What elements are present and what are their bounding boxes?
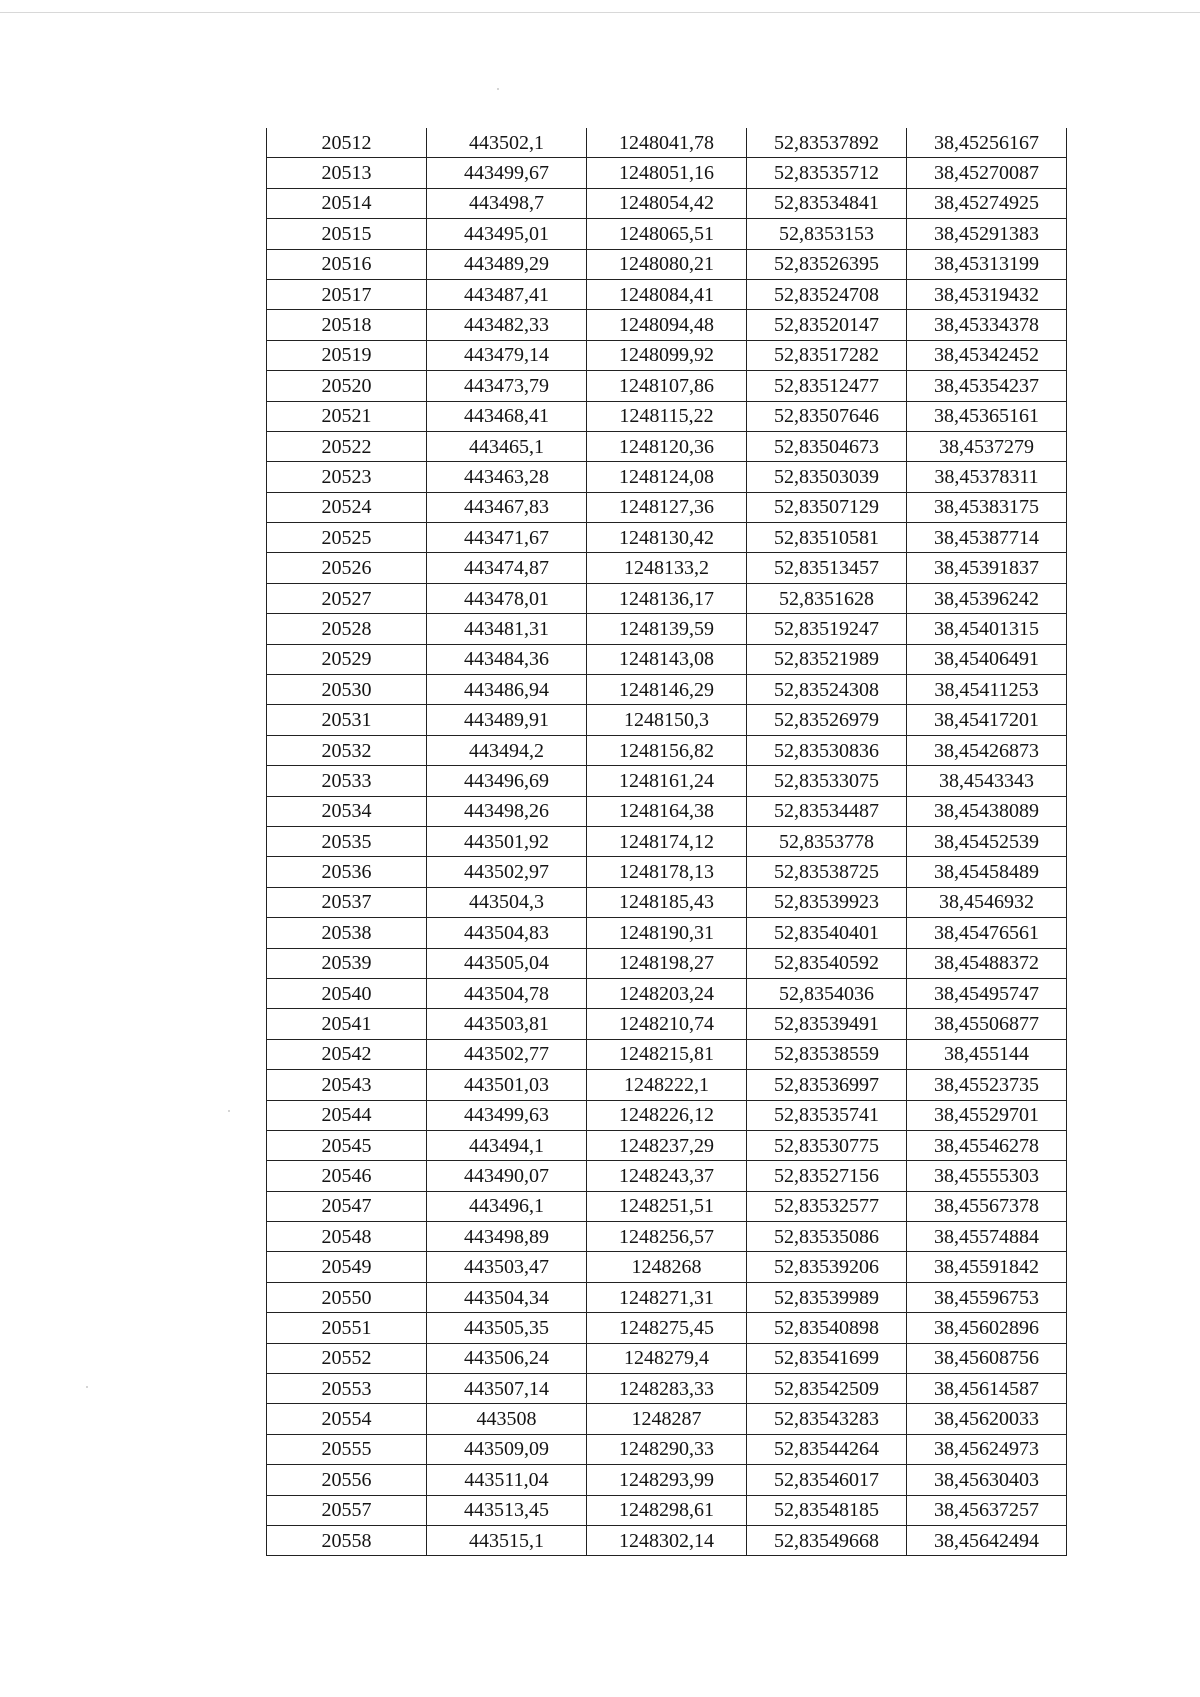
y-coordinate-cell: 1248271,31 [587,1282,747,1312]
point-number-cell: 20520 [267,371,427,401]
y-coordinate-cell: 1248243,37 [587,1161,747,1191]
point-number-cell: 20525 [267,523,427,553]
latitude-cell: 52,83543283 [747,1404,907,1434]
table-row [267,826,1067,856]
table-row [267,128,1067,158]
longitude-cell: 38,45620033 [907,1404,1067,1434]
point-number-cell: 20515 [267,219,427,249]
x-coordinate-cell: 443498,26 [427,796,587,826]
point-number-cell: 20545 [267,1130,427,1160]
x-coordinate-cell: 443468,41 [427,401,587,431]
longitude-cell: 38,45546278 [907,1130,1067,1160]
y-coordinate-cell: 1248275,45 [587,1313,747,1343]
table-row [267,1525,1067,1555]
x-coordinate-cell: 443506,24 [427,1343,587,1373]
latitude-cell: 52,83535086 [747,1222,907,1252]
table-row [267,675,1067,705]
latitude-cell: 52,83503039 [747,462,907,492]
point-number-cell: 20519 [267,340,427,370]
y-coordinate-cell: 1248174,12 [587,826,747,856]
x-coordinate-cell: 443513,45 [427,1495,587,1525]
latitude-cell: 52,83542509 [747,1374,907,1404]
latitude-cell: 52,83539923 [747,887,907,917]
longitude-cell: 38,4543343 [907,766,1067,796]
point-number-cell: 20538 [267,918,427,948]
y-coordinate-cell: 1248054,42 [587,188,747,218]
longitude-cell: 38,45506877 [907,1009,1067,1039]
y-coordinate-cell: 1248041,78 [587,128,747,158]
latitude-cell: 52,83520147 [747,310,907,340]
table-row [267,614,1067,644]
latitude-cell: 52,83530836 [747,735,907,765]
x-coordinate-cell: 443482,33 [427,310,587,340]
y-coordinate-cell: 1248143,08 [587,644,747,674]
x-coordinate-cell: 443504,34 [427,1282,587,1312]
latitude-cell: 52,83519247 [747,614,907,644]
table-row [267,1130,1067,1160]
longitude-cell: 38,45334378 [907,310,1067,340]
point-number-cell: 20526 [267,553,427,583]
point-number-cell: 20527 [267,583,427,613]
latitude-cell: 52,83533075 [747,766,907,796]
longitude-cell: 38,45555303 [907,1161,1067,1191]
longitude-cell: 38,45319432 [907,279,1067,309]
longitude-cell: 38,45256167 [907,128,1067,158]
longitude-cell: 38,45406491 [907,644,1067,674]
longitude-cell: 38,45596753 [907,1282,1067,1312]
coordinates-table-body [267,128,1067,1556]
point-number-cell: 20554 [267,1404,427,1434]
y-coordinate-cell: 1248268 [587,1252,747,1282]
table-row [267,766,1067,796]
point-number-cell: 20552 [267,1343,427,1373]
x-coordinate-cell: 443499,67 [427,158,587,188]
y-coordinate-cell: 1248115,22 [587,401,747,431]
point-number-cell: 20534 [267,796,427,826]
latitude-cell: 52,83540401 [747,918,907,948]
point-number-cell: 20547 [267,1191,427,1221]
table-row [267,705,1067,735]
table-row [267,735,1067,765]
longitude-cell: 38,45642494 [907,1525,1067,1555]
x-coordinate-cell: 443499,63 [427,1100,587,1130]
point-number-cell: 20557 [267,1495,427,1525]
point-number-cell: 20542 [267,1039,427,1069]
latitude-cell: 52,83504673 [747,431,907,461]
y-coordinate-cell: 1248094,48 [587,310,747,340]
table-row [267,1222,1067,1252]
table-row [267,492,1067,522]
table-row [267,1313,1067,1343]
table-row [267,219,1067,249]
point-number-cell: 20517 [267,279,427,309]
longitude-cell: 38,45417201 [907,705,1067,735]
y-coordinate-cell: 1248161,24 [587,766,747,796]
x-coordinate-cell: 443474,87 [427,553,587,583]
table-row [267,158,1067,188]
table-row [267,523,1067,553]
x-coordinate-cell: 443490,07 [427,1161,587,1191]
x-coordinate-cell: 443504,3 [427,887,587,917]
scan-edge-line [0,12,1200,13]
table-row [267,249,1067,279]
table-row [267,371,1067,401]
table-row [267,1161,1067,1191]
y-coordinate-cell: 1248127,36 [587,492,747,522]
longitude-cell: 38,45342452 [907,340,1067,370]
latitude-cell: 52,83507646 [747,401,907,431]
table-row [267,1434,1067,1464]
longitude-cell: 38,45387714 [907,523,1067,553]
x-coordinate-cell: 443494,2 [427,735,587,765]
table-row [267,1374,1067,1404]
latitude-cell: 52,83538559 [747,1039,907,1069]
y-coordinate-cell: 1248251,51 [587,1191,747,1221]
longitude-cell: 38,45401315 [907,614,1067,644]
y-coordinate-cell: 1248065,51 [587,219,747,249]
x-coordinate-cell: 443489,29 [427,249,587,279]
point-number-cell: 20529 [267,644,427,674]
y-coordinate-cell: 1248133,2 [587,553,747,583]
x-coordinate-cell: 443505,04 [427,948,587,978]
point-number-cell: 20530 [267,675,427,705]
point-number-cell: 20528 [267,614,427,644]
longitude-cell: 38,45630403 [907,1465,1067,1495]
y-coordinate-cell: 1248190,31 [587,918,747,948]
latitude-cell: 52,83534487 [747,796,907,826]
x-coordinate-cell: 443495,01 [427,219,587,249]
y-coordinate-cell: 1248226,12 [587,1100,747,1130]
y-coordinate-cell: 1248298,61 [587,1495,747,1525]
longitude-cell: 38,45291383 [907,219,1067,249]
y-coordinate-cell: 1248107,86 [587,371,747,401]
longitude-cell: 38,45270087 [907,158,1067,188]
x-coordinate-cell: 443509,09 [427,1434,587,1464]
point-number-cell: 20536 [267,857,427,887]
point-number-cell: 20518 [267,310,427,340]
longitude-cell: 38,45378311 [907,462,1067,492]
latitude-cell: 52,83544264 [747,1434,907,1464]
longitude-cell: 38,4537279 [907,431,1067,461]
latitude-cell: 52,83512477 [747,371,907,401]
longitude-cell: 38,45488372 [907,948,1067,978]
latitude-cell: 52,83537892 [747,128,907,158]
longitude-cell: 38,45391837 [907,553,1067,583]
table-row [267,340,1067,370]
y-coordinate-cell: 1248120,36 [587,431,747,461]
y-coordinate-cell: 1248164,38 [587,796,747,826]
x-coordinate-cell: 443496,69 [427,766,587,796]
y-coordinate-cell: 1248146,29 [587,675,747,705]
y-coordinate-cell: 1248051,16 [587,158,747,188]
x-coordinate-cell: 443507,14 [427,1374,587,1404]
longitude-cell: 38,45438089 [907,796,1067,826]
x-coordinate-cell: 443473,79 [427,371,587,401]
x-coordinate-cell: 443504,83 [427,918,587,948]
point-number-cell: 20531 [267,705,427,735]
point-number-cell: 20550 [267,1282,427,1312]
longitude-cell: 38,45383175 [907,492,1067,522]
y-coordinate-cell: 1248279,4 [587,1343,747,1373]
scan-speck [228,1110,230,1112]
x-coordinate-cell: 443501,92 [427,826,587,856]
x-coordinate-cell: 443498,89 [427,1222,587,1252]
y-coordinate-cell: 1248287 [587,1404,747,1434]
point-number-cell: 20522 [267,431,427,461]
table-row [267,887,1067,917]
table-row [267,431,1067,461]
point-number-cell: 20551 [267,1313,427,1343]
longitude-cell: 38,45365161 [907,401,1067,431]
table-row [267,857,1067,887]
x-coordinate-cell: 443463,28 [427,462,587,492]
x-coordinate-cell: 443501,03 [427,1070,587,1100]
x-coordinate-cell: 443515,1 [427,1525,587,1555]
latitude-cell: 52,8353778 [747,826,907,856]
y-coordinate-cell: 1248203,24 [587,978,747,1008]
latitude-cell: 52,83524708 [747,279,907,309]
table-row [267,1191,1067,1221]
point-number-cell: 20555 [267,1434,427,1464]
point-number-cell: 20553 [267,1374,427,1404]
longitude-cell: 38,45608756 [907,1343,1067,1373]
point-number-cell: 20514 [267,188,427,218]
x-coordinate-cell: 443502,97 [427,857,587,887]
table-row [267,1343,1067,1373]
y-coordinate-cell: 1248178,13 [587,857,747,887]
latitude-cell: 52,83538725 [747,857,907,887]
table-row [267,1100,1067,1130]
latitude-cell: 52,83549668 [747,1525,907,1555]
point-number-cell: 20532 [267,735,427,765]
scan-speck [497,88,499,90]
x-coordinate-cell: 443465,1 [427,431,587,461]
x-coordinate-cell: 443503,81 [427,1009,587,1039]
y-coordinate-cell: 1248210,74 [587,1009,747,1039]
point-number-cell: 20543 [267,1070,427,1100]
latitude-cell: 52,8351628 [747,583,907,613]
table-row [267,462,1067,492]
point-number-cell: 20513 [267,158,427,188]
table-row [267,310,1067,340]
longitude-cell: 38,45313199 [907,249,1067,279]
longitude-cell: 38,45614587 [907,1374,1067,1404]
longitude-cell: 38,45624973 [907,1434,1067,1464]
latitude-cell: 52,83540898 [747,1313,907,1343]
scan-speck [86,1386,88,1388]
latitude-cell: 52,83526979 [747,705,907,735]
longitude-cell: 38,45495747 [907,978,1067,1008]
longitude-cell: 38,4546932 [907,887,1067,917]
point-number-cell: 20540 [267,978,427,1008]
x-coordinate-cell: 443505,35 [427,1313,587,1343]
latitude-cell: 52,83521989 [747,644,907,674]
table-row [267,1039,1067,1069]
latitude-cell: 52,83535741 [747,1100,907,1130]
point-number-cell: 20558 [267,1525,427,1555]
table-row [267,553,1067,583]
longitude-cell: 38,45426873 [907,735,1067,765]
y-coordinate-cell: 1248293,99 [587,1465,747,1495]
point-number-cell: 20524 [267,492,427,522]
table-row [267,948,1067,978]
longitude-cell: 38,45274925 [907,188,1067,218]
table-row [267,1009,1067,1039]
table-row [267,279,1067,309]
longitude-cell: 38,45567378 [907,1191,1067,1221]
table-row [267,188,1067,218]
latitude-cell: 52,83526395 [747,249,907,279]
longitude-cell: 38,45411253 [907,675,1067,705]
latitude-cell: 52,83539491 [747,1009,907,1039]
latitude-cell: 52,83540592 [747,948,907,978]
latitude-cell: 52,83546017 [747,1465,907,1495]
point-number-cell: 20548 [267,1222,427,1252]
table-row [267,796,1067,826]
latitude-cell: 52,83527156 [747,1161,907,1191]
y-coordinate-cell: 1248099,92 [587,340,747,370]
table-row [267,401,1067,431]
y-coordinate-cell: 1248150,3 [587,705,747,735]
latitude-cell: 52,83517282 [747,340,907,370]
longitude-cell: 38,45396242 [907,583,1067,613]
x-coordinate-cell: 443478,01 [427,583,587,613]
coordinates-table-wrapper [266,128,1066,1556]
y-coordinate-cell: 1248198,27 [587,948,747,978]
x-coordinate-cell: 443486,94 [427,675,587,705]
latitude-cell: 52,83507129 [747,492,907,522]
table-row [267,1282,1067,1312]
longitude-cell: 38,45458489 [907,857,1067,887]
table-row [267,644,1067,674]
latitude-cell: 52,83513457 [747,553,907,583]
latitude-cell: 52,83539989 [747,1282,907,1312]
y-coordinate-cell: 1248130,42 [587,523,747,553]
x-coordinate-cell: 443498,7 [427,188,587,218]
point-number-cell: 20535 [267,826,427,856]
y-coordinate-cell: 1248185,43 [587,887,747,917]
latitude-cell: 52,83510581 [747,523,907,553]
table-row [267,1465,1067,1495]
longitude-cell: 38,45574884 [907,1222,1067,1252]
x-coordinate-cell: 443508 [427,1404,587,1434]
longitude-cell: 38,45637257 [907,1495,1067,1525]
y-coordinate-cell: 1248139,59 [587,614,747,644]
x-coordinate-cell: 443502,1 [427,128,587,158]
latitude-cell: 52,8354036 [747,978,907,1008]
x-coordinate-cell: 443496,1 [427,1191,587,1221]
point-number-cell: 20533 [267,766,427,796]
longitude-cell: 38,45523735 [907,1070,1067,1100]
y-coordinate-cell: 1248136,17 [587,583,747,613]
x-coordinate-cell: 443494,1 [427,1130,587,1160]
point-number-cell: 20544 [267,1100,427,1130]
latitude-cell: 52,83536997 [747,1070,907,1100]
table-row [267,1495,1067,1525]
x-coordinate-cell: 443502,77 [427,1039,587,1069]
y-coordinate-cell: 1248124,08 [587,462,747,492]
point-number-cell: 20537 [267,887,427,917]
point-number-cell: 20546 [267,1161,427,1191]
longitude-cell: 38,45354237 [907,371,1067,401]
x-coordinate-cell: 443484,36 [427,644,587,674]
y-coordinate-cell: 1248256,57 [587,1222,747,1252]
longitude-cell: 38,45529701 [907,1100,1067,1130]
latitude-cell: 52,83541699 [747,1343,907,1373]
latitude-cell: 52,83524308 [747,675,907,705]
latitude-cell: 52,83532577 [747,1191,907,1221]
longitude-cell: 38,45602896 [907,1313,1067,1343]
y-coordinate-cell: 1248290,33 [587,1434,747,1464]
longitude-cell: 38,45591842 [907,1252,1067,1282]
point-number-cell: 20556 [267,1465,427,1495]
x-coordinate-cell: 443503,47 [427,1252,587,1282]
coordinates-table [266,128,1067,1556]
table-row [267,583,1067,613]
x-coordinate-cell: 443481,31 [427,614,587,644]
latitude-cell: 52,83534841 [747,188,907,218]
x-coordinate-cell: 443504,78 [427,978,587,1008]
x-coordinate-cell: 443487,41 [427,279,587,309]
y-coordinate-cell: 1248302,14 [587,1525,747,1555]
latitude-cell: 52,83539206 [747,1252,907,1282]
y-coordinate-cell: 1248156,82 [587,735,747,765]
x-coordinate-cell: 443471,67 [427,523,587,553]
latitude-cell: 52,83548185 [747,1495,907,1525]
y-coordinate-cell: 1248215,81 [587,1039,747,1069]
table-row [267,1252,1067,1282]
point-number-cell: 20516 [267,249,427,279]
latitude-cell: 52,83535712 [747,158,907,188]
table-row [267,1404,1067,1434]
x-coordinate-cell: 443511,04 [427,1465,587,1495]
latitude-cell: 52,8353153 [747,219,907,249]
longitude-cell: 38,455144 [907,1039,1067,1069]
table-row [267,978,1067,1008]
table-row [267,918,1067,948]
x-coordinate-cell: 443467,83 [427,492,587,522]
longitude-cell: 38,45452539 [907,826,1067,856]
longitude-cell: 38,45476561 [907,918,1067,948]
point-number-cell: 20523 [267,462,427,492]
x-coordinate-cell: 443489,91 [427,705,587,735]
y-coordinate-cell: 1248084,41 [587,279,747,309]
latitude-cell: 52,83530775 [747,1130,907,1160]
y-coordinate-cell: 1248222,1 [587,1070,747,1100]
point-number-cell: 20549 [267,1252,427,1282]
y-coordinate-cell: 1248283,33 [587,1374,747,1404]
point-number-cell: 20521 [267,401,427,431]
y-coordinate-cell: 1248080,21 [587,249,747,279]
point-number-cell: 20539 [267,948,427,978]
y-coordinate-cell: 1248237,29 [587,1130,747,1160]
point-number-cell: 20512 [267,128,427,158]
x-coordinate-cell: 443479,14 [427,340,587,370]
table-row [267,1070,1067,1100]
point-number-cell: 20541 [267,1009,427,1039]
